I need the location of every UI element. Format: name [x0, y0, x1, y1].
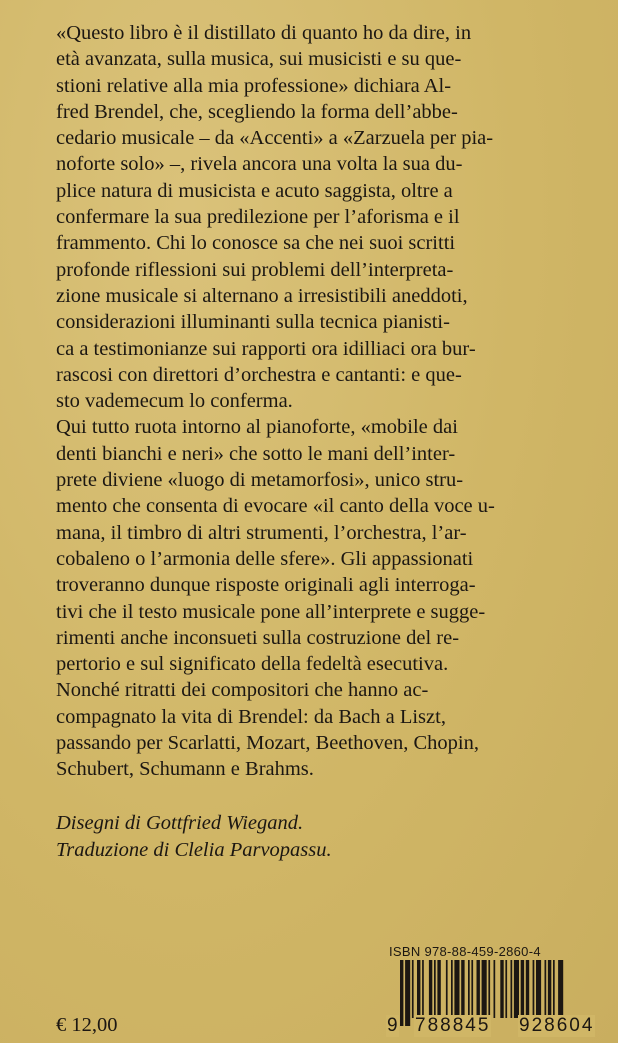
blurb-line: ca a testimonianze sui rapporti ora idilliaci ora bur- — [56, 337, 476, 360]
barcode-bar — [471, 960, 473, 1018]
barcode-bar — [461, 960, 464, 1018]
blurb-line: frammento. Chi lo conosce sa che nei suoi scritti — [56, 232, 456, 255]
blurb-line: troveranno dunque risposte originali agli interroga- — [56, 574, 476, 597]
blurb-line: passando per Scarlatti, Mozart, Beethoven, Chopin, — [56, 732, 479, 755]
blurb-line: plice natura di musicista e acuto saggista, oltre a — [56, 179, 453, 202]
barcode-bar — [437, 960, 440, 1018]
barcode-bar — [533, 960, 535, 1018]
blurb-line: rimenti anche inconsueti sulla costruzione del re- — [56, 626, 460, 649]
back-cover-blurb — [56, 20, 584, 783]
blurb-line: mana, il timbro di altri strumenti, l’orchestra, l’ar- — [56, 521, 467, 544]
barcode-bar — [434, 960, 436, 1018]
barcode-bar — [500, 960, 503, 1018]
blurb-line: Nonché ritratti dei compositori che hanno ac- — [56, 679, 429, 702]
blurb-line: tivi che il testo musicale pone all’interprete e sugge- — [56, 600, 486, 623]
barcode-bar — [454, 960, 459, 1018]
barcode-bar — [536, 960, 541, 1018]
blurb-line: fred Brendel, che, scegliendo la forma dell’abbe- — [56, 100, 458, 123]
blurb-line: stioni relative alla mia professione» dichiara Al- — [56, 74, 452, 97]
blurb-line: sto vademecum lo conferma. — [56, 390, 293, 413]
barcode-bar — [514, 960, 519, 1018]
barcode-bar — [468, 960, 470, 1018]
blurb-line: prete diviene «luogo di metamorfosi», unico stru- — [56, 469, 464, 492]
barcode-bar — [488, 960, 490, 1018]
blurb-line: mento che consenta di evocare «il canto della voce u- — [56, 495, 495, 518]
credits — [56, 810, 584, 863]
barcode-right-group: 928604 — [519, 1015, 595, 1036]
blurb-line: rascosi con direttori d’orchestra e cantanti: e que- — [56, 363, 462, 386]
translation-credit: Traduzione di Clelia Parvopassu. — [56, 838, 332, 861]
barcode-digits — [386, 1013, 618, 1043]
blurb-line: considerazioni illuminanti sulla tecnica pianisti- — [56, 311, 450, 334]
blurb-line: Qui tutto ruota intorno al pianoforte, «mobile dai — [56, 416, 458, 439]
blurb-line: pertorio e sul significato della fedeltà esecutiva. — [56, 653, 449, 676]
barcode-bar — [494, 960, 496, 1018]
barcode-bar — [429, 960, 432, 1018]
blurb-line: compagnato la vita di Brendel: da Bach a Liszt, — [56, 705, 446, 728]
blurb-line: cobaleno o l’armonia delle sfere». Gli appassionati — [56, 547, 474, 570]
barcode-bar — [553, 960, 555, 1018]
barcode-left-group: 788845 — [415, 1015, 491, 1036]
blurb-line: profonde riflessioni sui problemi dell’interpreta- — [56, 258, 454, 281]
barcode-bar — [548, 960, 551, 1018]
barcode-bar — [412, 960, 414, 1018]
barcode-bar — [511, 960, 513, 1018]
barcode-bar — [545, 960, 547, 1018]
barcode-bar — [422, 960, 424, 1018]
price: € 12,00 — [56, 1014, 118, 1036]
barcode-bar — [446, 960, 448, 1018]
blurb-line: Schubert, Schumann e Brahms. — [56, 758, 314, 781]
blurb-line: «Questo libro è il distillato di quanto ho da dire, in — [56, 22, 472, 44]
barcode-bar — [521, 960, 524, 1018]
blurb-line: cedario musicale – da «Accenti» a «Zarzuela per pia- — [56, 127, 494, 150]
barcode-bar — [451, 960, 453, 1018]
barcode-bar — [526, 960, 529, 1018]
blurb-line: età avanzata, sulla musica, sui musicisti e su que- — [56, 48, 462, 71]
blurb-line: noforte solo» –, rivela ancora una volta la sua du- — [56, 153, 463, 176]
barcode-bar — [417, 960, 420, 1018]
blurb-line: confermare la sua predilezione per l’aforisma e il — [56, 206, 460, 229]
barcode-bar — [477, 960, 480, 1018]
illustrations-credit: Disegni di Gottfried Wiegand. — [56, 812, 304, 834]
blurb-line: zione musicale si alternano a irresistibili aneddoti, — [56, 284, 468, 307]
isbn-barcode-block — [386, 943, 618, 1043]
blurb-line: denti bianchi e neri» che sotto le mani dell’inter- — [56, 442, 456, 465]
barcode-first-digit: 9 — [387, 1015, 398, 1036]
barcode-bar — [505, 960, 507, 1018]
isbn-label: ISBN 978-88-459-2860-4 — [389, 944, 541, 959]
